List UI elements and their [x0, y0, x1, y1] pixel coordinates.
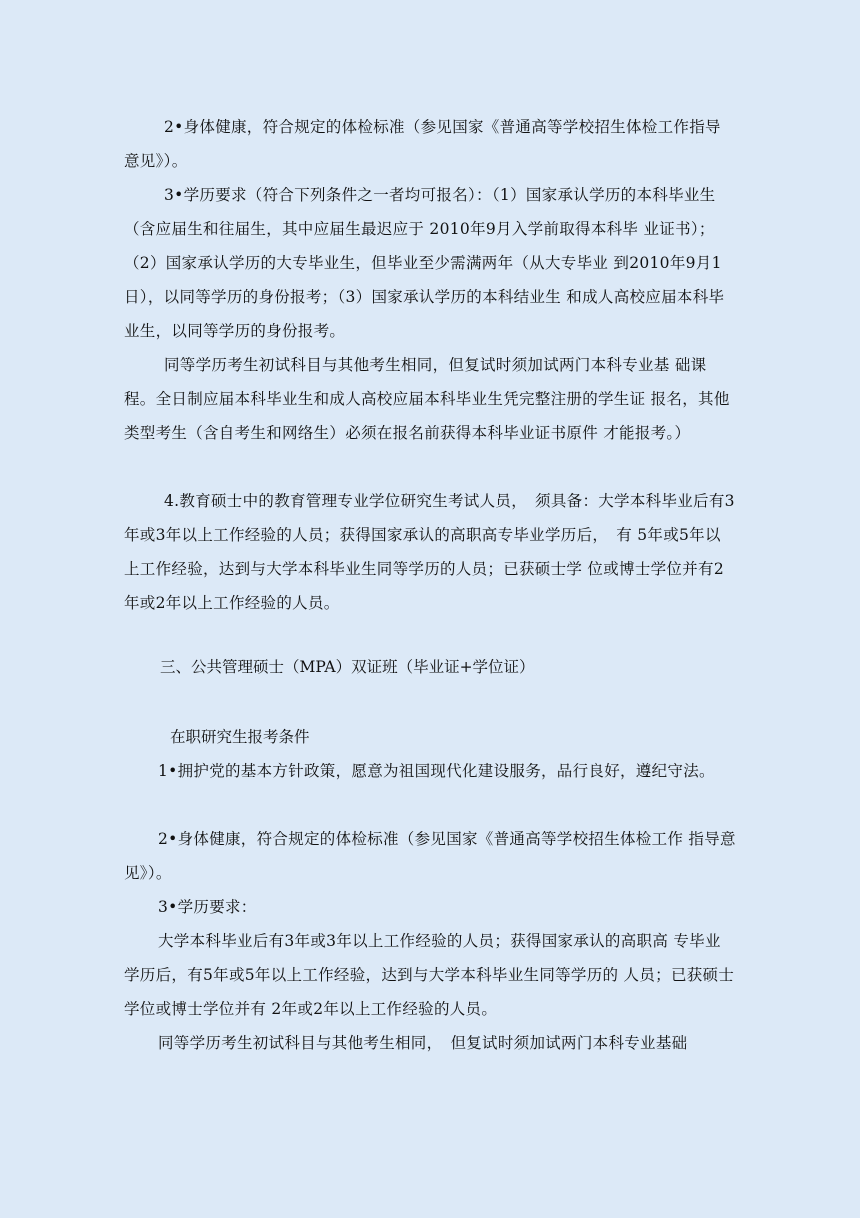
paragraph-health-requirement: 2•身体健康，符合规定的体检标准（参见国家《普通高等学校招生体检工作指导意见》）。: [124, 118, 721, 170]
paragraph-education-heading: 3•学历要求：: [158, 898, 257, 916]
paragraph-work-experience: 大学本科毕业后有3年或3年以上工作经验的人员；获得国家承认的高职高 专毕业学历后，有5年或5年以上工作经验，达到与大学本科毕业生同等学历的 人员；已获硕士学位或博士学位并有 2年或2年以上工作经验的人员。: [124, 932, 735, 1018]
paragraph-equivalent-education: 同等学历考生初试科目与其他考生相同，但复试时须加试两门本科专业基 础课程。全日制应届本科毕业生和成人高校应届本科毕业生凭完整注册的学生证 报名，其他类型考生（含自考生和网络生）必须在报名前获得本科毕业证书原件 才能报考。）: [124, 356, 730, 442]
paragraph-health-requirement-2: 2•身体健康，符合规定的体检标准（参见国家《普通高等学校招生体检工作 指导意见》）。: [124, 830, 736, 882]
paragraph-education-master: 4.教育硕士中的教育管理专业学位研究生考试人员， 须具备：大学本科毕业后有3年或3年以上工作经验的人员；获得国家承认的高职高专毕业学历后， 有 5年或5年以上工作经验，达到与大学本科毕业生同等学历的人员；已获硕士学 位或博士学位并有2年或2年以上工作经验的人员。: [124, 492, 735, 612]
subsection-title: 在职研究生报考条件: [170, 728, 310, 746]
section-title: 三、公共管理硕士（MPA）双证班（毕业证+学位证）: [160, 658, 535, 676]
paragraph-education-requirement: 3•学历要求（符合下列条件之一者均可报名）：（1）国家承认学历的本科毕业生（含应届生和往届生，其中应届生最迟应于 2010年9月入学前取得本科毕 业证书）；（2）国家承认学历的大专毕业生，但毕业至少需满两年（从大专毕业 到2010年9月1日），以同等学历的身份报考；（3）国家承认学历的本科结业生 和成人高校应届本科毕业生，以同等学历的身份报考。: [124, 186, 725, 340]
paragraph-political-requirement: 1•拥护党的基本方针政策，愿意为祖国现代化建设服务，品行良好，遵纪守法。: [158, 762, 715, 780]
paragraph-equivalent-education-2: 同等学历考生初试科目与其他考生相同， 但复试时须加试两门本科专业基础: [158, 1034, 688, 1052]
